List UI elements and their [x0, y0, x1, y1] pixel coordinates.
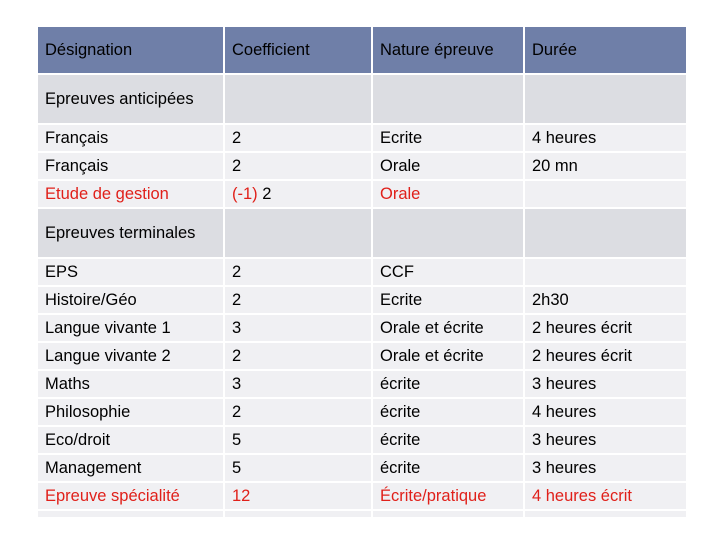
designation-cell: Français — [37, 152, 224, 180]
header-duree: Durée — [524, 26, 687, 74]
designation-cell: Maths — [37, 370, 224, 398]
group-cell-empty — [524, 74, 687, 124]
table-row — [37, 314, 687, 342]
nature-cell: Écrite/pratique — [372, 482, 524, 510]
header-designation: Désignation — [37, 26, 224, 74]
duree-cell — [524, 180, 687, 208]
table-row — [37, 454, 687, 482]
group-cell-empty — [224, 208, 372, 258]
header-nature: Nature épreuve — [372, 26, 524, 74]
nature-cell: Orale et écrite — [372, 314, 524, 342]
table-row — [37, 180, 687, 208]
group-row — [37, 74, 687, 124]
table-row — [37, 398, 687, 426]
header-coefficient: Coefficient — [224, 26, 372, 74]
duree-cell: 4 heures écrit — [524, 482, 687, 510]
duree-cell: 2 heures écrit — [524, 314, 687, 342]
table-row — [37, 124, 687, 152]
table-row — [37, 286, 687, 314]
duree-cell: 2h30 — [524, 286, 687, 314]
tail-cell — [524, 510, 687, 518]
nature-cell: écrite — [372, 370, 524, 398]
nature-cell: écrite — [372, 426, 524, 454]
tail-cell — [224, 510, 372, 518]
designation-cell: Langue vivante 2 — [37, 342, 224, 370]
coefficient-cell: 2 — [224, 124, 372, 152]
duree-cell: 4 heures — [524, 398, 687, 426]
duree-cell: 3 heures — [524, 454, 687, 482]
coefficient-cell: 3 — [224, 314, 372, 342]
table-row — [37, 342, 687, 370]
designation-cell: Histoire/Géo — [37, 286, 224, 314]
group-cell-empty — [372, 208, 524, 258]
designation-cell: Epreuve spécialité — [37, 482, 224, 510]
duree-cell: 3 heures — [524, 426, 687, 454]
duree-cell: 3 heures — [524, 370, 687, 398]
table-row — [37, 370, 687, 398]
coefficient-cell: 2 — [224, 152, 372, 180]
table-row — [37, 426, 687, 454]
nature-cell: écrite — [372, 398, 524, 426]
designation-cell: Eco/droit — [37, 426, 224, 454]
coefficient-cell: 2 — [224, 258, 372, 286]
designation-cell: Langue vivante 1 — [37, 314, 224, 342]
designation-cell: Etude de gestion — [37, 180, 224, 208]
designation-cell: EPS — [37, 258, 224, 286]
nature-cell: Orale — [372, 180, 524, 208]
tail-cell — [37, 510, 224, 518]
nature-cell: Ecrite — [372, 286, 524, 314]
tail-cell — [372, 510, 524, 518]
nature-cell: CCF — [372, 258, 524, 286]
nature-cell: écrite — [372, 454, 524, 482]
group-label: Epreuves anticipées — [37, 74, 224, 124]
coefficient-cell — [224, 180, 372, 208]
group-cell-empty — [372, 74, 524, 124]
coefficient-cell: 2 — [224, 286, 372, 314]
table-tail — [37, 510, 687, 518]
duree-cell: 4 heures — [524, 124, 687, 152]
coefficient-cell: 2 — [224, 398, 372, 426]
group-label: Epreuves terminales — [37, 208, 224, 258]
nature-cell: Orale — [372, 152, 524, 180]
group-row — [37, 208, 687, 258]
table-row — [37, 258, 687, 286]
coefficient-cell: 2 — [224, 342, 372, 370]
bottom-band — [0, 536, 720, 540]
exam-schedule-table — [36, 25, 688, 519]
group-cell-empty — [224, 74, 372, 124]
duree-cell — [524, 258, 687, 286]
nature-cell: Orale et écrite — [372, 342, 524, 370]
coefficient-cell: 3 — [224, 370, 372, 398]
group-cell-empty — [524, 208, 687, 258]
table-row — [37, 152, 687, 180]
designation-cell: Français — [37, 124, 224, 152]
designation-cell: Philosophie — [37, 398, 224, 426]
header-row — [37, 26, 687, 74]
coefficient-value: 2 — [262, 185, 272, 203]
coefficient-cell: 5 — [224, 454, 372, 482]
duree-cell: 20 mn — [524, 152, 687, 180]
coefficient-cell: 5 — [224, 426, 372, 454]
table-row — [37, 482, 687, 510]
nature-cell: Ecrite — [372, 124, 524, 152]
coefficient-prefix: (-1) — [232, 185, 258, 203]
duree-cell: 2 heures écrit — [524, 342, 687, 370]
designation-cell: Management — [37, 454, 224, 482]
coefficient-cell: 12 — [224, 482, 372, 510]
